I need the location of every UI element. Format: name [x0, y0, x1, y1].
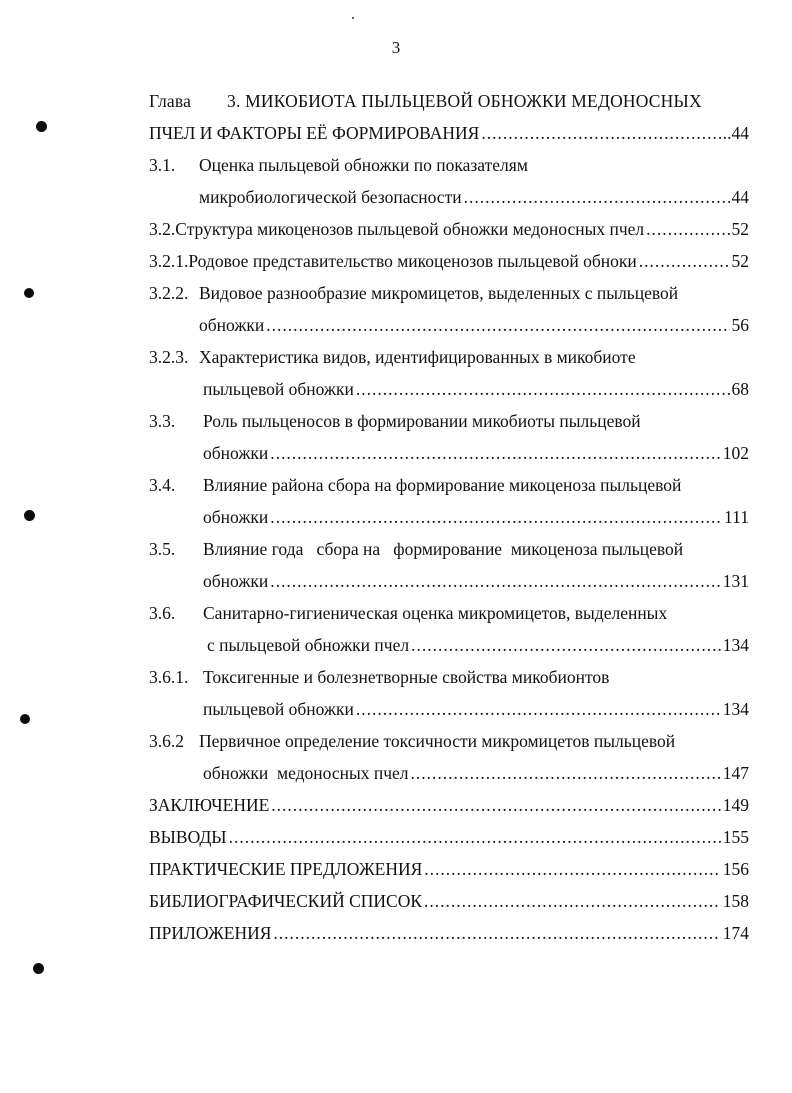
section-page: 134 — [722, 699, 749, 719]
toc-entry-conclusions[interactable] — [149, 826, 749, 848]
dot-leader — [270, 506, 722, 528]
toc-entry-practical-proposals[interactable] — [149, 858, 749, 880]
section-page: 52 — [731, 219, 749, 239]
chapter-label: Глава — [149, 91, 192, 111]
section-number: 3.3. — [149, 411, 176, 431]
section-page: 52 — [731, 251, 749, 271]
toc-entry-3-3-cont[interactable] — [203, 442, 749, 464]
dot-leader — [639, 250, 730, 272]
section-number: 3.2.3. — [149, 347, 189, 367]
entry-title: ПРАКТИЧЕСКИЕ ПРЕДЛОЖЕНИЯ — [149, 859, 423, 879]
section-title-line2: обножки — [203, 507, 269, 527]
toc-entry-3-5[interactable] — [149, 538, 684, 560]
section-title-line1: Санитарно-гигиеническая оценка микромицетов, выделенных — [203, 603, 668, 623]
toc-entry-chapter[interactable] — [149, 122, 749, 144]
toc-entry-bibliography[interactable] — [149, 890, 749, 912]
entry-page: 156 — [722, 859, 749, 879]
toc-entry-3-6-2-cont[interactable] — [203, 762, 749, 784]
section-page: 131 — [722, 571, 749, 591]
section-number: 3.2. — [149, 219, 176, 239]
section-title-line1: Структура микоценозов пыльцевой обножки медоносных пчел — [175, 219, 645, 239]
section-page: 134 — [722, 635, 749, 655]
dot-leader — [273, 922, 720, 944]
toc-entry-3-6-1[interactable] — [149, 666, 610, 688]
toc-entry-3-2-1[interactable] — [149, 250, 749, 272]
dot-leader — [411, 634, 721, 656]
section-number: 3.2.2. — [149, 283, 189, 303]
toc-entry-3-6-2[interactable] — [149, 730, 676, 752]
toc-entry-appendices[interactable] — [149, 922, 749, 944]
page-number: 3 — [391, 38, 401, 57]
entry-title: БИБЛИОГРАФИЧЕСКИЙ СПИСОК — [149, 891, 423, 911]
entry-title: ВЫВОДЫ — [149, 827, 227, 847]
toc-entry-3-4-cont[interactable] — [203, 506, 749, 528]
section-page: 111 — [724, 507, 749, 527]
toc-entry-3-2-3-cont[interactable] — [203, 378, 749, 400]
dot-leader — [424, 890, 721, 912]
toc-entry-3-2-2-cont[interactable] — [199, 314, 749, 336]
section-title-line1: Родовое представительство микоценозов пыльцевой обноки — [188, 251, 637, 271]
section-number: 3.6. — [149, 603, 176, 623]
chapter-heading-line1 — [149, 90, 755, 112]
toc-entry-3-2[interactable] — [149, 218, 749, 240]
chapter-page: ..44 — [722, 123, 749, 143]
chapter-title-line2: ПЧЕЛ И ФАКТОРЫ ЕЁ ФОРМИРОВАНИЯ — [149, 123, 480, 143]
section-title-line1: Роль пыльценосов в формировании микобиоты пыльцевой — [203, 411, 641, 431]
section-title-line1: Оценка пыльцевой обножки по показателям — [199, 155, 528, 175]
dot-leader — [229, 826, 721, 848]
section-title-line2: микробиологической безопасности — [199, 187, 462, 207]
entry-page: 174 — [722, 923, 749, 943]
dot-leader — [481, 122, 720, 144]
toc-entry-3-6-cont[interactable] — [207, 634, 749, 656]
dot-leader — [646, 218, 729, 240]
toc-entry-3-1-cont[interactable] — [199, 186, 749, 208]
section-title-line1: Токсигенные и болезнетворные свойства микобионтов — [203, 667, 610, 687]
entry-title: ЗАКЛЮЧЕНИЕ — [149, 795, 270, 815]
dot-leader — [270, 570, 720, 592]
toc-entry-3-2-2[interactable] — [149, 282, 679, 304]
chapter-title-line1: 3. МИКОБИОТА ПЫЛЬЦЕВОЙ ОБНОЖКИ МЕДОНОСНЫХ — [227, 91, 702, 111]
entry-page: 158 — [722, 891, 749, 911]
toc-entry-3-6[interactable] — [149, 602, 668, 624]
section-page: 147 — [722, 763, 749, 783]
toc-entry-conclusion[interactable] — [149, 794, 749, 816]
section-number: 3.1. — [149, 155, 176, 175]
section-number: 3.6.2 — [149, 731, 184, 751]
dot-leader — [411, 762, 721, 784]
section-page: 44 — [731, 187, 749, 207]
section-title-line2: обножки медоносных пчел — [203, 763, 409, 783]
toc-entry-3-5-cont[interactable] — [203, 570, 749, 592]
section-page: 68 — [731, 379, 749, 399]
section-page: 56 — [731, 315, 749, 335]
section-title-line2: с пыльцевой обножки пчел — [207, 635, 410, 655]
dot-leader — [271, 794, 720, 816]
section-number: 3.2.1. — [149, 251, 189, 271]
section-page: 102 — [722, 443, 749, 463]
toc-entry-3-6-1-cont[interactable] — [203, 698, 749, 720]
section-title-line1: Влияние района сбора на формирование микоценоза пыльцевой — [203, 475, 682, 495]
section-title-line2: пыльцевой обножки — [203, 699, 354, 719]
section-title-line2: обножки — [199, 315, 265, 335]
dot-leader — [266, 314, 729, 336]
entry-page: 155 — [722, 827, 749, 847]
section-number: 3.4. — [149, 475, 176, 495]
section-title-line2: пыльцевой обножки — [203, 379, 354, 399]
entry-page: 149 — [722, 795, 749, 815]
section-title-line1: Видовое разнообразие микромицетов, выделенных с пыльцевой — [199, 283, 679, 303]
section-number: 3.6.1. — [149, 667, 189, 687]
toc-entry-3-3[interactable] — [149, 410, 641, 432]
toc-entry-3-4[interactable] — [149, 474, 682, 496]
dot-leader — [464, 186, 730, 208]
dot-leader — [356, 378, 730, 400]
section-title-line1: Влияние года сбора на формирование микоценоза пыльцевой — [203, 539, 684, 559]
dot-leader — [270, 442, 720, 464]
section-title-line1: Характеристика видов, идентифицированных в микобиоте — [199, 347, 636, 367]
dot-leader — [356, 698, 721, 720]
section-number: 3.5. — [149, 539, 176, 559]
toc-entry-3-1[interactable] — [149, 154, 528, 176]
section-title-line2: обножки — [203, 571, 269, 591]
section-title-line2: обножки — [203, 443, 269, 463]
section-title-line1: Первичное определение токсичности микромицетов пыльцевой — [199, 731, 676, 751]
toc-entry-3-2-3[interactable] — [149, 346, 636, 368]
entry-title: ПРИЛОЖЕНИЯ — [149, 923, 272, 943]
dot-leader — [424, 858, 720, 880]
